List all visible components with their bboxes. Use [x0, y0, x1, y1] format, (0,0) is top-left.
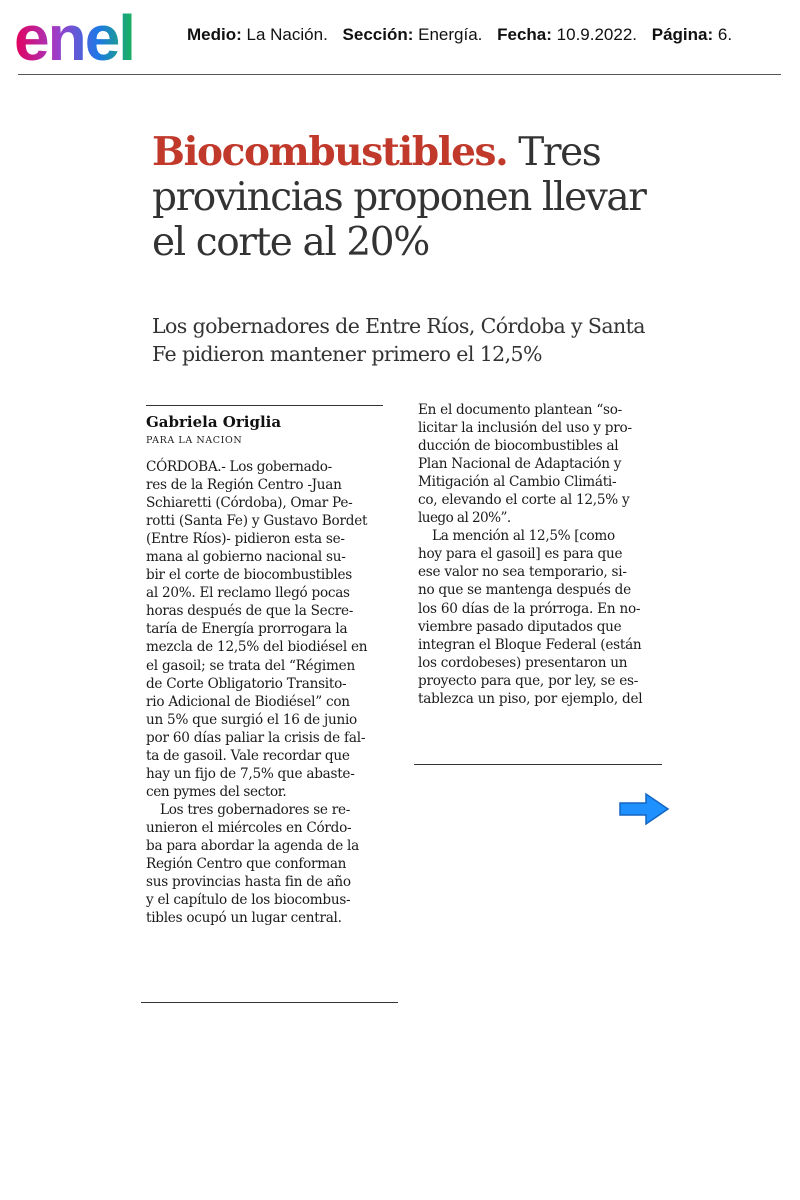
- article-line: unieron el miércoles en Córdo-: [146, 819, 352, 836]
- article-line: mezcla de 12,5% del biodiésel en: [146, 639, 368, 656]
- article-line: integran el Bloque Federal (están: [418, 636, 642, 653]
- article-line: hay un fijo de 7,5% que abaste-: [146, 765, 355, 782]
- article-line: luego al 20%”.: [418, 510, 511, 527]
- article-line: Schiaretti (Córdoba), Omar Pe-: [146, 495, 353, 512]
- article-line: horas después de que la Secre-: [146, 603, 354, 620]
- pagina-value: 6.: [717, 25, 733, 44]
- medio-value: La Nación.: [246, 25, 328, 44]
- article-line: licitar la inclusión del uso y pro-: [418, 420, 632, 437]
- article-line: al 20%. El reclamo llegó pocas: [146, 585, 350, 602]
- seccion-label: Sección:: [342, 25, 414, 44]
- pagina-label: Página:: [651, 25, 714, 44]
- fecha-value: 10.9.2022.: [556, 25, 638, 44]
- column1-top-rule: [146, 405, 383, 406]
- article-line: proyecto para que, por ley, se es-: [418, 672, 639, 689]
- medio-label: Medio:: [187, 25, 242, 44]
- article-column-2: [418, 401, 668, 708]
- article-line: rotti (Santa Fe) y Gustavo Bordet: [146, 513, 368, 530]
- article-line: ba para abordar la agenda de la: [146, 837, 359, 854]
- article-line: por 60 días paliar la crisis de fal-: [146, 729, 366, 746]
- article-line: En el documento plantean “so-: [418, 402, 622, 418]
- column1-bottom-rule: [141, 1002, 398, 1003]
- article-line: hoy para el gasoil] es para que: [418, 546, 623, 563]
- article-line: Región Centro que conforman: [146, 856, 347, 873]
- article-line: rio Adicional de Biodiésel” con: [146, 693, 350, 710]
- article-line: cen pymes del sector.: [146, 783, 287, 800]
- svg-text:enel: enel: [14, 6, 135, 68]
- fecha-label: Fecha:: [497, 25, 552, 44]
- headline-kicker: Biocombustibles.: [152, 129, 508, 175]
- article-line: (Entre Ríos)- pidieron esta se-: [146, 531, 345, 548]
- article-line: Mitigación al Cambio Climáti-: [418, 474, 617, 491]
- seccion-value: Energía.: [418, 25, 483, 44]
- author-affiliation: PARA LA NACION: [146, 435, 243, 446]
- article-line: Plan Nacional de Adaptación y: [418, 456, 622, 473]
- article-line: viembre pasado diputados que: [418, 618, 622, 635]
- article-line: de Corte Obligatorio Transito-: [146, 675, 347, 692]
- article-column-1: [146, 458, 396, 927]
- headline: [152, 130, 662, 265]
- article-line: no que se mantenga después de: [418, 582, 631, 599]
- arrow-right-icon: [618, 792, 670, 826]
- article-line: mana al gobierno nacional su-: [146, 549, 346, 566]
- article-line: CÓRDOBA.- Los gobernado-: [146, 459, 332, 475]
- headline-text: Tres provincias proponen llevar el corte al 20%: [152, 130, 646, 265]
- article-line: Los tres gobernadores se re-: [160, 801, 351, 818]
- article-line: ducción de biocombustibles al: [418, 438, 619, 455]
- article-line: tablezca un piso, por ejemplo, del: [418, 690, 643, 707]
- article-line: co, elevando el corte al 12,5% y: [418, 492, 630, 509]
- article-line: ta de gasoil. Vale recordar que: [146, 747, 350, 764]
- article-line: tibles ocupó un lugar central.: [146, 910, 342, 927]
- article-line: los 60 días de la prórroga. En no-: [418, 600, 641, 617]
- article-line: un 5% que surgió el 16 de junio: [146, 711, 357, 728]
- article-line: el gasoil; se trata del “Régimen: [146, 657, 355, 674]
- article-line: res de la Región Centro -Juan: [146, 477, 342, 494]
- article-line: bir el corte de biocombustibles: [146, 567, 353, 584]
- article-line: y el capítulo de los biocombus-: [146, 892, 351, 909]
- article-line: los cordobeses) presentaron un: [418, 654, 628, 671]
- author-name: Gabriela Origlia: [146, 413, 282, 431]
- article-line: taría de Energía prorrogara la: [146, 621, 348, 638]
- article-line: sus provincias hasta fin de año: [146, 874, 351, 891]
- column2-bottom-rule: [414, 764, 662, 765]
- article-line: ese valor no sea temporario, si-: [418, 564, 627, 581]
- article-line: La mención al 12,5% [como: [432, 528, 615, 545]
- subheadline: Los gobernadores de Entre Ríos, Córdoba y Santa Fe pidieron mantener primero el 12,5%: [152, 314, 645, 366]
